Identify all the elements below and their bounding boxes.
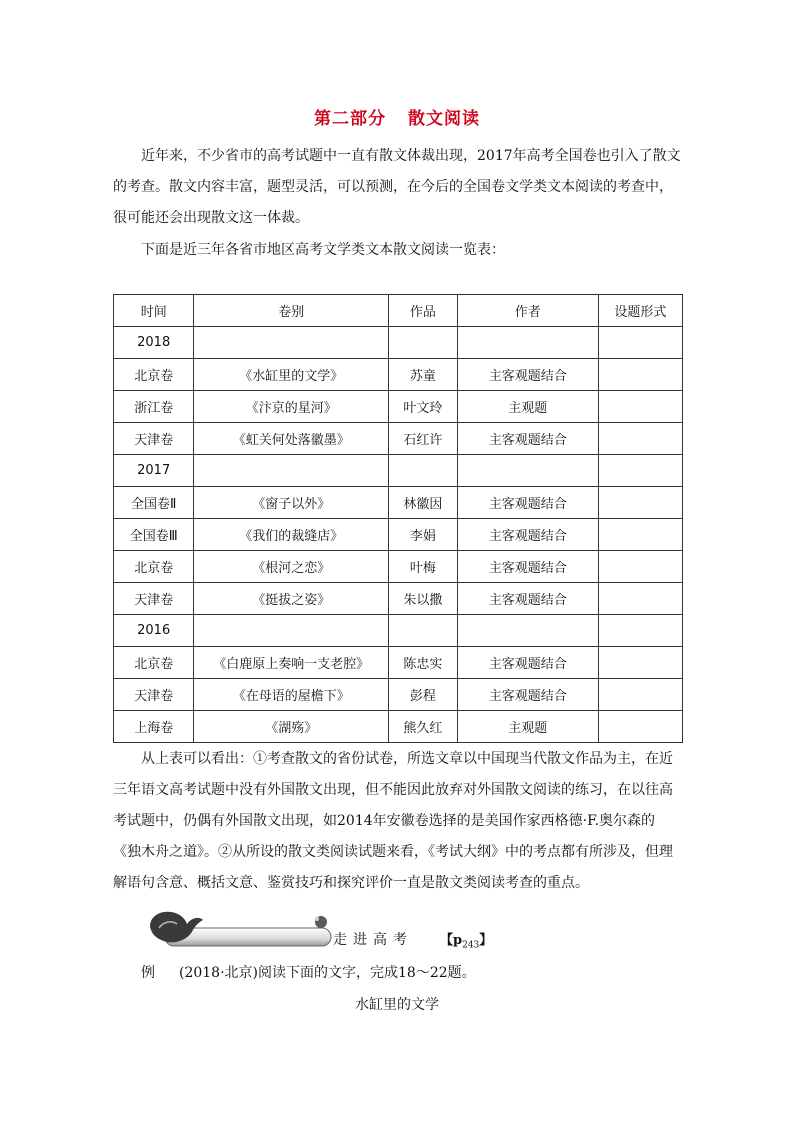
cell-paper: 《在母语的屋檐下》 <box>194 679 389 711</box>
cell-form <box>598 455 682 487</box>
example-line <box>141 962 476 982</box>
cell-form <box>598 487 682 519</box>
cell-paper: 《汴京的星河》 <box>194 391 389 423</box>
cell-author: 主客观题结合 <box>457 359 598 391</box>
cell-time: 上海卷 <box>114 711 194 743</box>
cell-time: 北京卷 <box>114 647 194 679</box>
cell-work: 彭程 <box>389 679 457 711</box>
header-paper: 卷别 <box>194 295 389 327</box>
page-ref-p: p <box>453 933 463 948</box>
article-title: 水缸里的文学 <box>355 997 439 1013</box>
table-row <box>114 391 683 423</box>
cell-time: 2017 <box>114 455 194 487</box>
cell-form <box>598 711 682 743</box>
section-banner-graphic <box>145 908 335 952</box>
cell-paper: 《水缸里的文学》 <box>194 359 389 391</box>
header-form: 设题形式 <box>598 295 682 327</box>
table-row <box>114 327 683 359</box>
cell-author <box>457 327 598 359</box>
cell-author: 主客观题结合 <box>457 679 598 711</box>
table-row <box>114 647 683 679</box>
cell-time: 天津卷 <box>114 423 194 455</box>
cell-work <box>389 455 457 487</box>
table-row <box>114 423 683 455</box>
intro-paragraph-2: 下面是近三年各省市地区高考文学类文本散文阅读一览表： <box>141 242 505 258</box>
cell-form <box>598 679 682 711</box>
cell-author <box>457 615 598 647</box>
section-banner-text: 走进高考 <box>333 932 413 948</box>
page-ref-number: 243 <box>462 940 480 951</box>
cell-time: 全国卷Ⅱ <box>114 487 194 519</box>
cell-form <box>598 391 682 423</box>
table-row <box>114 519 683 551</box>
table-row <box>114 583 683 615</box>
cell-time: 北京卷 <box>114 551 194 583</box>
page-title <box>0 104 794 129</box>
cell-work: 叶梅 <box>389 551 457 583</box>
header-author: 作者 <box>457 295 598 327</box>
cell-paper <box>194 455 389 487</box>
cell-author: 主客观题结合 <box>457 519 598 551</box>
cell-paper: 《根河之恋》 <box>194 551 389 583</box>
cell-paper <box>194 615 389 647</box>
page-reference <box>440 929 492 951</box>
cell-form <box>598 583 682 615</box>
table-row <box>114 711 683 743</box>
cell-work: 苏童 <box>389 359 457 391</box>
page-ref-open: 【 <box>440 933 454 948</box>
cell-work: 林徽因 <box>389 487 457 519</box>
cell-paper: 《挺拔之姿》 <box>194 583 389 615</box>
table-row <box>114 455 683 487</box>
header-work: 作品 <box>389 295 457 327</box>
cell-author: 主客观题结合 <box>457 487 598 519</box>
intro-paragraph-1: 近年来，不少省市的高考试题中一直有散文体裁出现，2017年高考全国卷也引入了散文的考查。散文内容丰富，题型灵活，可以预测，在今后的全国卷文学类文本阅读的考查中，很可能还会出现散文这一体裁。 <box>113 148 681 226</box>
cell-time: 浙江卷 <box>114 391 194 423</box>
cell-author: 主客观题结合 <box>457 647 598 679</box>
cell-author: 主客观题结合 <box>457 423 598 455</box>
cell-author <box>457 455 598 487</box>
title-topic: 散文阅读 <box>408 109 480 129</box>
table-row <box>114 615 683 647</box>
cell-work: 李娟 <box>389 519 457 551</box>
exam-table <box>113 294 683 743</box>
cell-form <box>598 519 682 551</box>
table-row <box>114 487 683 519</box>
cell-time: 全国卷Ⅲ <box>114 519 194 551</box>
cell-form <box>598 551 682 583</box>
cell-time: 北京卷 <box>114 359 194 391</box>
cell-work: 朱以撒 <box>389 583 457 615</box>
cell-time: 2018 <box>114 327 194 359</box>
cell-paper: 《湖殇》 <box>194 711 389 743</box>
page-ref-close: 】 <box>479 933 493 948</box>
cell-work <box>389 615 457 647</box>
header-time: 时间 <box>114 295 194 327</box>
table-header-row <box>114 295 683 327</box>
cell-paper: 《窗子以外》 <box>194 487 389 519</box>
table-row <box>114 359 683 391</box>
cell-time: 天津卷 <box>114 679 194 711</box>
analysis-paragraph: 从上表可以看出：①考查散文的省份试卷，所选文章以中国现当代散文作品为主，在近三年语文高考试题中没有外国散文出现，但不能因此放弃对外国散文阅读的练习，在以往高考试题中，仍偶有外国散文出现，如2014年安徽卷选择的是美国作家西格德·F.奥尔森的《独木舟之道》。②从所设的散文类阅读试题来看，《考试大纲》中的考点都有所涉及，但理解语句含意、概括文意、鉴赏技巧和探究评价一直是散文类阅读考查的重点。 <box>113 751 673 891</box>
cell-paper: 《我们的裁缝店》 <box>194 519 389 551</box>
cell-form <box>598 423 682 455</box>
cell-work: 叶文玲 <box>389 391 457 423</box>
cell-form <box>598 615 682 647</box>
cell-paper <box>194 327 389 359</box>
title-part: 第二部分 <box>314 109 386 129</box>
cell-work <box>389 327 457 359</box>
cell-author: 主客观题结合 <box>457 551 598 583</box>
cell-form <box>598 647 682 679</box>
cell-author: 主观题 <box>457 711 598 743</box>
cell-paper: 《虹关何处落徽墨》 <box>194 423 389 455</box>
cell-work: 陈忠实 <box>389 647 457 679</box>
example-text: (2018·北京)阅读下面的文字，完成18～22题。 <box>179 965 476 981</box>
cell-time: 2016 <box>114 615 194 647</box>
cell-work: 石红许 <box>389 423 457 455</box>
cell-form <box>598 327 682 359</box>
cell-paper: 《白鹿原上奏响一支老腔》 <box>194 647 389 679</box>
cell-form <box>598 359 682 391</box>
cell-work: 熊久红 <box>389 711 457 743</box>
cell-time: 天津卷 <box>114 583 194 615</box>
table-row <box>114 551 683 583</box>
cell-author: 主观题 <box>457 391 598 423</box>
example-label: 例 <box>141 965 155 981</box>
table-row <box>114 679 683 711</box>
cell-author: 主客观题结合 <box>457 583 598 615</box>
